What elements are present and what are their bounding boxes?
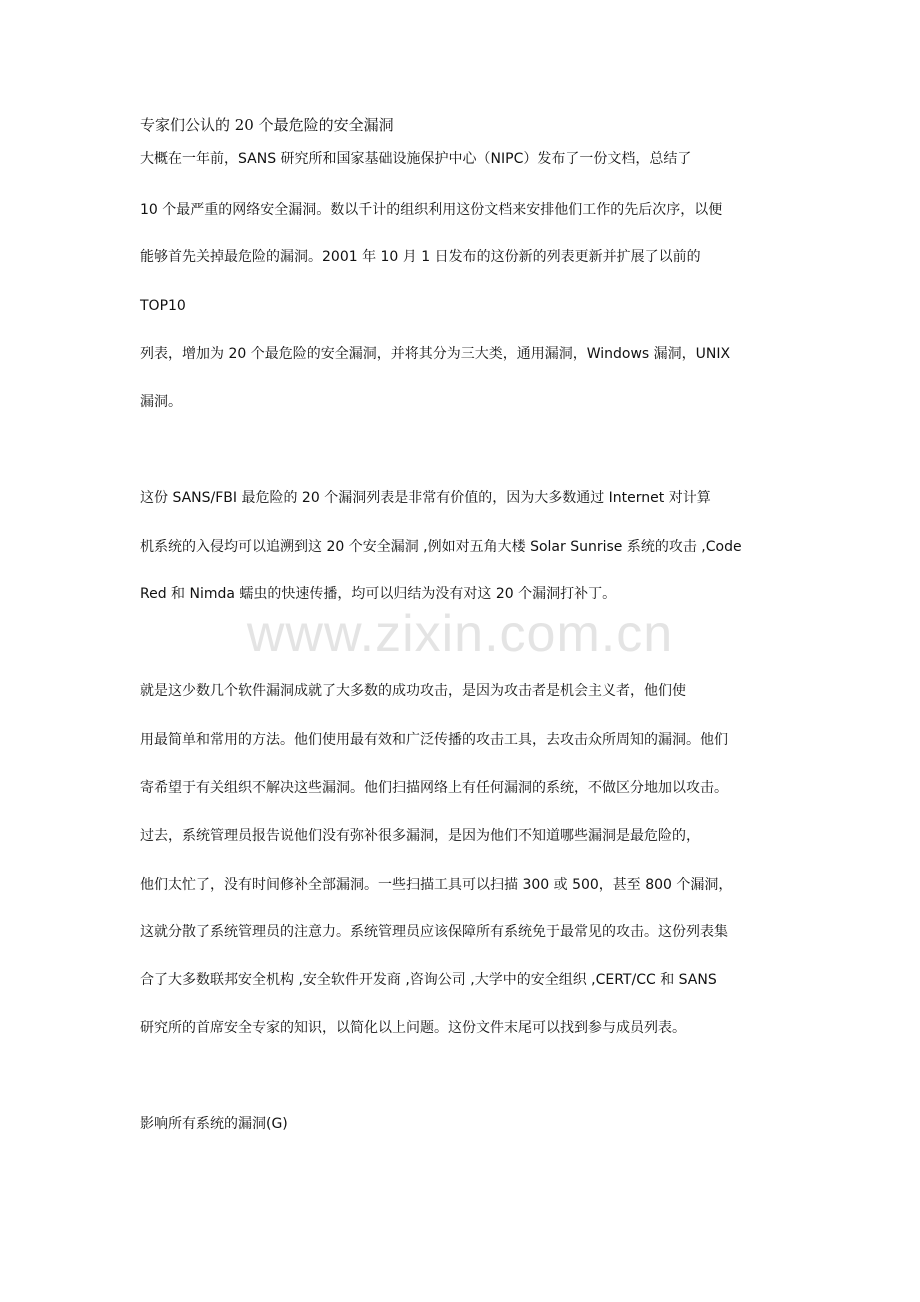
document-title: 专家们公认的 20 个最危险的安全漏洞 [140, 116, 394, 134]
paragraph-1-line-4: TOP10 [140, 298, 186, 314]
paragraph-3-line-7: 合了大多数联邦安全机构 ,安全软件开发商 ,咨询公司 ,大学中的安全组织 ,CERT/CC 和 SANS [140, 972, 717, 988]
paragraph-2-line-2: 机系统的入侵均可以追溯到这 20 个安全漏洞 ,例如对五角大楼 Solar Sunrise 系统的攻击 ,Code [140, 539, 742, 555]
paragraph-3-line-2: 用最简单和常用的方法。他们使用最有效和广泛传播的攻击工具，去攻击众所周知的漏洞。他们 [140, 732, 728, 748]
paragraph-3-line-4: 过去，系统管理员报告说他们没有弥补很多漏洞，是因为他们不知道哪些漏洞是最危险的， [140, 828, 700, 844]
paragraph-1-line-6: 漏洞。 [140, 394, 182, 410]
section-heading: 影响所有系统的漏洞(G) [140, 1116, 288, 1132]
paragraph-3-line-8: 研究所的首席安全专家的知识，以简化以上问题。这份文件末尾可以找到参与成员列表。 [140, 1020, 686, 1036]
paragraph-2-line-1: 这份 SANS/FBI 最危险的 20 个漏洞列表是非常有价值的，因为大多数通过 Internet 对计算 [140, 490, 711, 506]
paragraph-3-line-6: 这就分散了系统管理员的注意力。系统管理员应该保障所有系统免于最常见的攻击。这份列表集 [140, 924, 728, 940]
paragraph-3-line-3: 寄希望于有关组织不解决这些漏洞。他们扫描网络上有任何漏洞的系统，不做区分地加以攻击。 [140, 780, 728, 796]
watermark: www.zixin.com.cn [246, 605, 674, 663]
paragraph-3-line-5: 他们太忙了，没有时间修补全部漏洞。一些扫描工具可以扫描 300 或 500，甚至 800 个漏洞， [140, 877, 733, 893]
paragraph-3-line-1: 就是这少数几个软件漏洞成就了大多数的成功攻击，是因为攻击者是机会主义者，他们使 [140, 683, 686, 699]
paragraph-1-line-2: 10 个最严重的网络安全漏洞。数以千计的组织利用这份文档来安排他们工作的先后次序，以便 [140, 202, 723, 218]
paragraph-1-line-5: 列表，增加为 20 个最危险的安全漏洞，并将其分为三大类，通用漏洞，Windows 漏洞，UNIX [140, 346, 731, 362]
paragraph-1-line-3: 能够首先关掉最危险的漏洞。2001 年 10 月 1 日发布的这份新的列表更新并扩展了以前的 [140, 249, 701, 265]
paragraph-1-line-1: 大概在一年前，SANS 研究所和国家基础设施保护中心（NIPC）发布了一份文档，总结了 [140, 151, 692, 167]
paragraph-2-line-3: Red 和 Nimda 蠕虫的快速传播，均可以归结为没有对这 20 个漏洞打补丁。 [140, 586, 617, 602]
